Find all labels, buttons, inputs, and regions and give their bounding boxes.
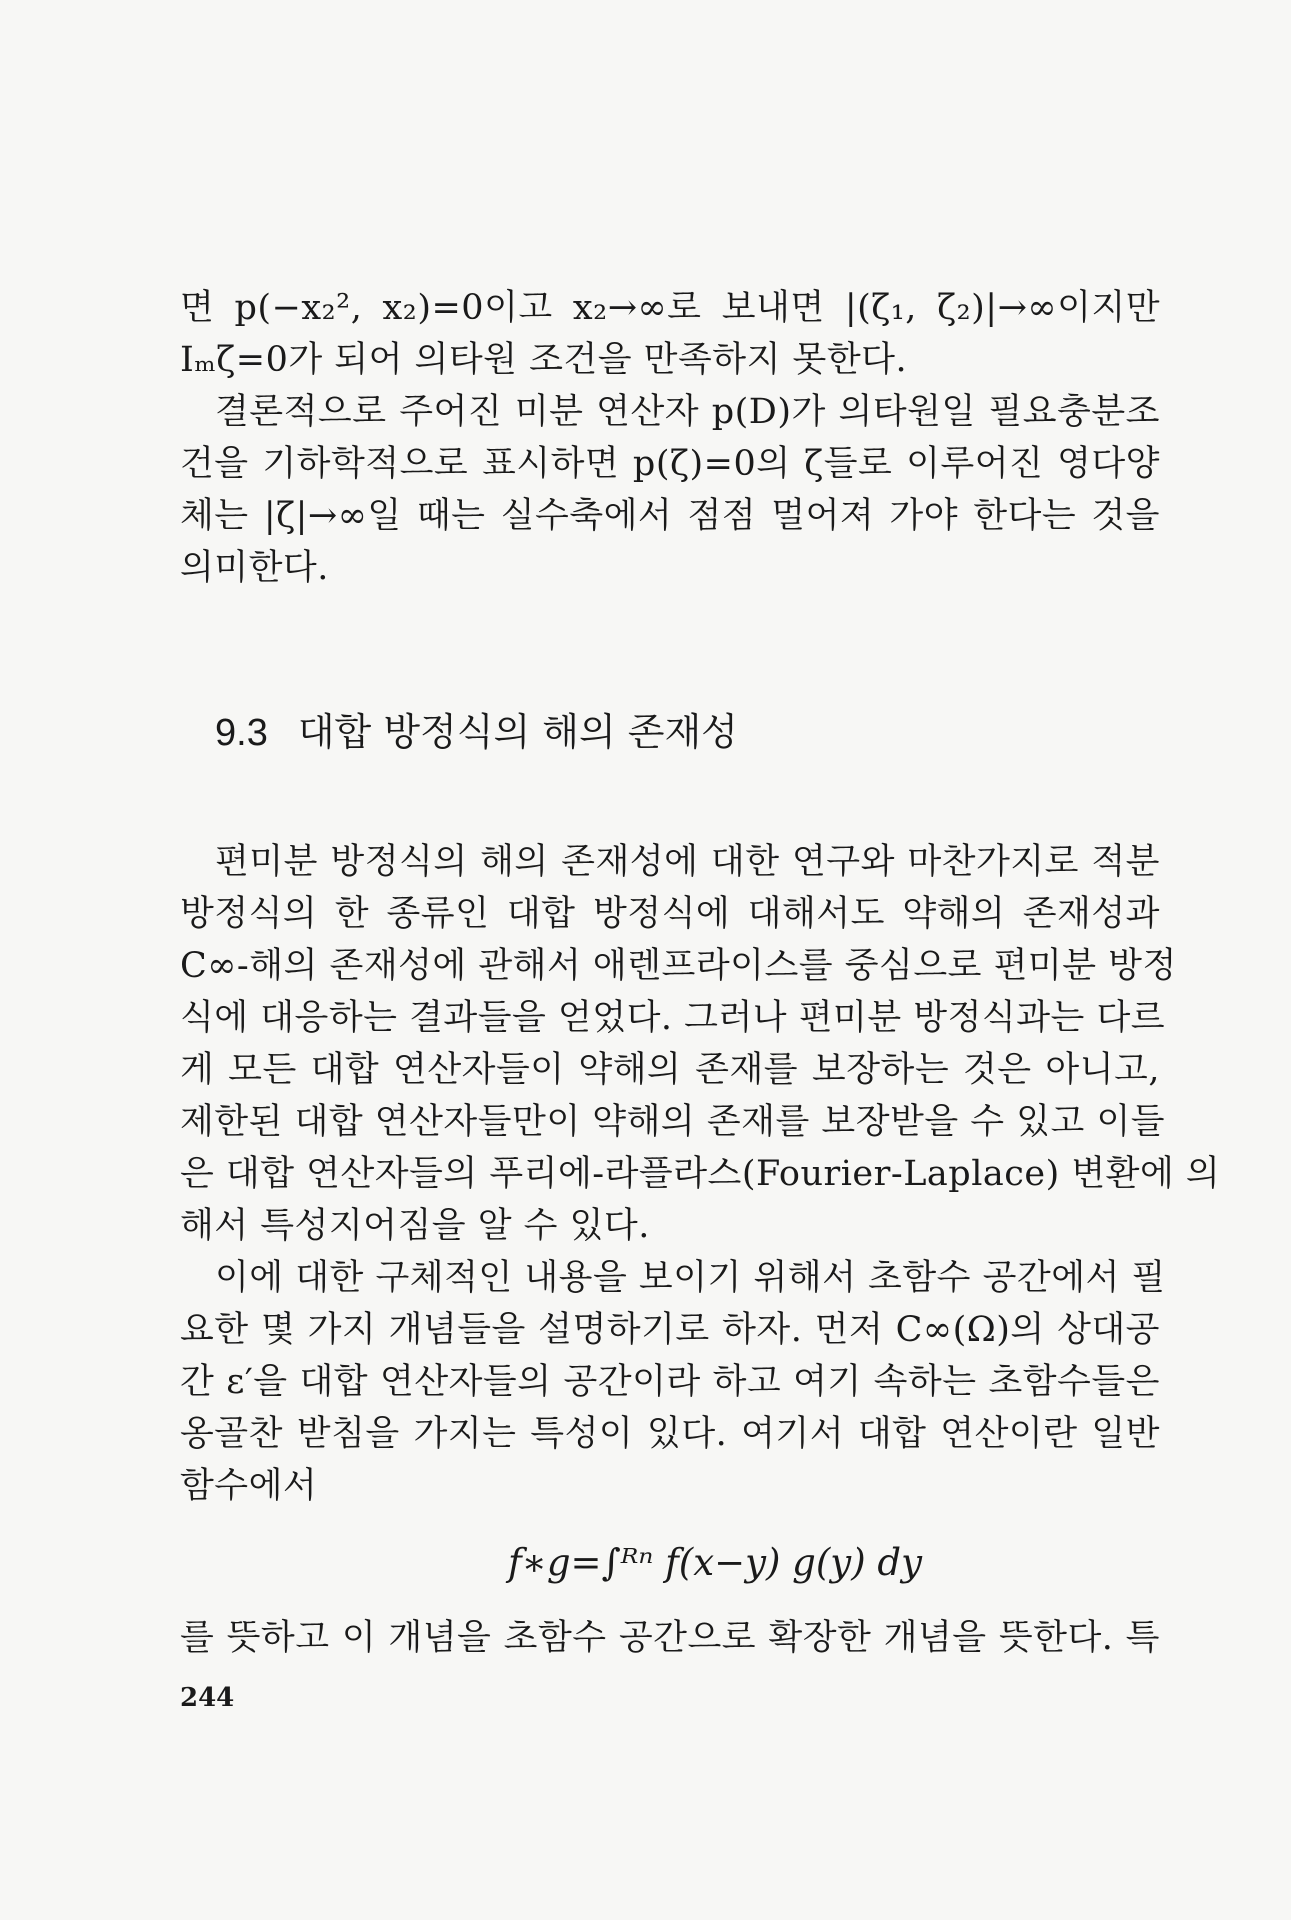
convolution-formula: f∗g=∫ᴿⁿ f(x−y) g(y) dy [507, 1541, 922, 1584]
text-line: 옹골찬 받침을 가지는 특성이 있다. 여기서 대합 연산이란 일반 [180, 1414, 1160, 1454]
text-line: Iₘζ=0가 되어 의타원 조건을 만족하지 못한다. [180, 340, 908, 380]
text-line: 게 모든 대합 연산자들이 약해의 존재를 보장하는 것은 아니고, [180, 1050, 1160, 1090]
text-line: 간 ε′을 대합 연산자들의 공간이라 하고 여기 속하는 초함수들은 [180, 1362, 1160, 1402]
top-paragraph [180, 282, 1160, 386]
text-line: 체는 |ζ|→∞일 때는 실수축에서 점점 멀어져 가야 한다는 것을 [180, 496, 1160, 536]
text-line: 식에 대응하는 결과들을 얻었다. 그러나 편미분 방정식과는 다르 [180, 998, 1166, 1038]
text-line: 편미분 방정식의 해의 존재성에 대한 연구와 마찬가지로 적분 [215, 842, 1160, 882]
text-line: 해서 특성지어짐을 알 수 있다. [180, 1206, 650, 1246]
paragraph-concepts [180, 1252, 1166, 1512]
text-line: 를 뜻하고 이 개념을 초함수 공간으로 확장한 개념을 뜻한다. 특 [180, 1618, 1160, 1658]
text-line: 방정식의 한 종류인 대합 방정식에 대해서도 약해의 존재성과 [180, 894, 1160, 934]
section-title: 대합 방정식의 해의 존재성 [297, 710, 738, 754]
text-line: 함수에서 [180, 1466, 318, 1506]
text-line: 제한된 대합 연산자들만이 약해의 존재를 보장받을 수 있고 이들 [180, 1102, 1166, 1142]
text-line: C∞-해의 존재성에 관해서 애렌프라이스를 중심으로 편미분 방정 [180, 946, 1177, 986]
page-body [180, 282, 1221, 1664]
text-line: 결론적으로 주어진 미분 연산자 p(D)가 의타원일 필요충분조 [215, 392, 1160, 432]
text-line: 건을 기하학적으로 표시하면 p(ζ)=0의 ζ들로 이루어진 영다양 [180, 444, 1160, 484]
conclusion-paragraph [180, 386, 1160, 594]
text-line: 의미한다. [180, 548, 329, 588]
text-line: 요한 몇 가지 개념들을 설명하기로 하자. 먼저 C∞(Ω)의 상대공 [180, 1310, 1160, 1350]
section-heading [180, 706, 1160, 758]
paragraph-definition [180, 1612, 1160, 1664]
text-line: 은 대합 연산자들의 푸리에-라플라스(Fourier-Laplace) 변환에 의 [180, 1154, 1221, 1194]
section-number: 9.3 [215, 712, 268, 754]
text-line: 이에 대한 구체적인 내용을 보이기 위해서 초함수 공간에서 필 [215, 1258, 1166, 1298]
paragraph-existence [180, 836, 1221, 1252]
page-number: 244 [180, 1683, 235, 1713]
text-line: 면 p(−x₂², x₂)=0이고 x₂→∞로 보내면 |(ζ₁, ζ₂)|→∞이지만 [180, 288, 1160, 328]
